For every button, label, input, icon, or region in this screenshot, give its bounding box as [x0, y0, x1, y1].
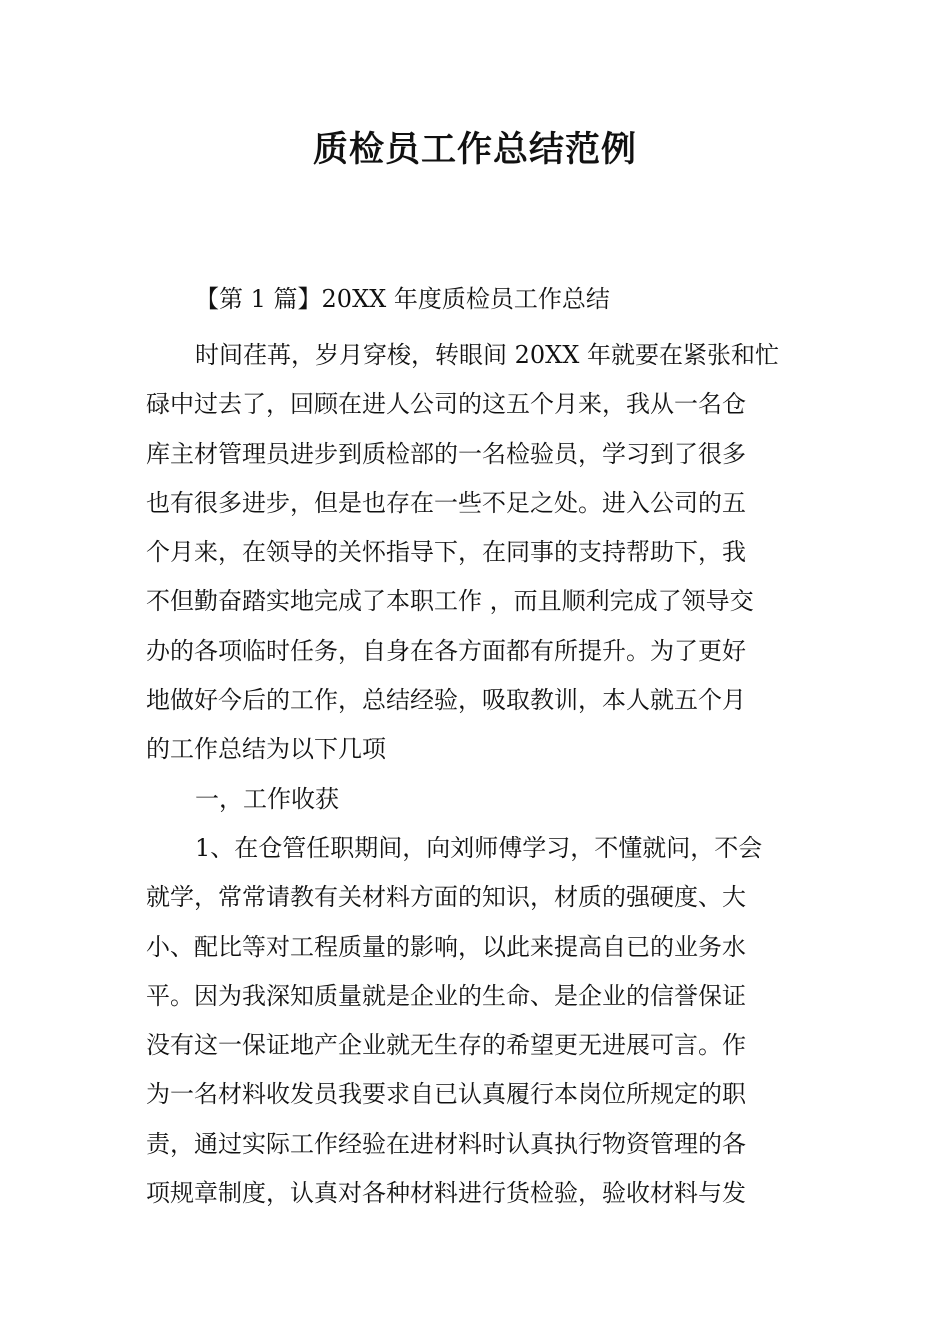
- paragraph-line: 没有这一保证地产企业就无生存的希望更无进展可言。作: [146, 1031, 746, 1060]
- paragraph-line: 地做好今后的工作，总结经验，吸取教训，本人就五个月: [146, 686, 746, 715]
- paragraph-line: 的工作总结为以下几项: [146, 735, 386, 764]
- paragraph-line: 为一名材料收发员我要求自已认真履行本岗位所规定的职: [146, 1080, 746, 1109]
- paragraph-line: 个月来，在领导的关怀指导下，在同事的支持帮助下，我: [146, 538, 746, 567]
- section-heading: 【第 1 篇】20XX 年度质检员工作总结: [195, 285, 610, 313]
- paragraph-line: 库主材管理员进步到质检部的一名检验员，学习到了很多: [146, 439, 746, 468]
- paragraph-line: 小、配比等对工程质量的影响，以此来提高自已的业务水: [146, 932, 746, 961]
- paragraph-line: 项规章制度，认真对各种材料进行货检验，验收材料与发: [146, 1179, 746, 1208]
- paragraph-line: 就学，常常请教有关材料方面的知识，材质的强硬度、大: [146, 883, 746, 912]
- paragraph-line: 办的各项临时任务，自身在各方面都有所提升。为了更好: [146, 636, 746, 665]
- paragraph-line: 1、在仓管任职期间，向刘师傅学习，不懂就问，不会: [195, 833, 763, 862]
- paragraph-line: 不但勤奋踏实地完成了本职工作 ，而且顺利完成了领导交: [146, 587, 754, 616]
- paragraph-line: 平。因为我深知质量就是企业的生命、是企业的信誉保证: [146, 981, 746, 1010]
- paragraph-line: 也有很多进步，但是也存在一些不足之处。进入公司的五: [146, 488, 746, 517]
- paragraph-line: 碌中过去了，回顾在进人公司的这五个月来，我从一名仓: [146, 390, 746, 419]
- document-body: [146, 331, 806, 1218]
- paragraph-line: 责，通过实际工作经验在进材料时认真执行物资管理的各: [146, 1129, 746, 1158]
- document-title: 质检员工作总结范例: [312, 130, 637, 170]
- paragraph-line: 时间荏苒，岁月穿梭，转眼间 20XX 年就要在紧张和忙: [195, 341, 779, 369]
- subsection-heading: 一，工作收获: [195, 784, 339, 813]
